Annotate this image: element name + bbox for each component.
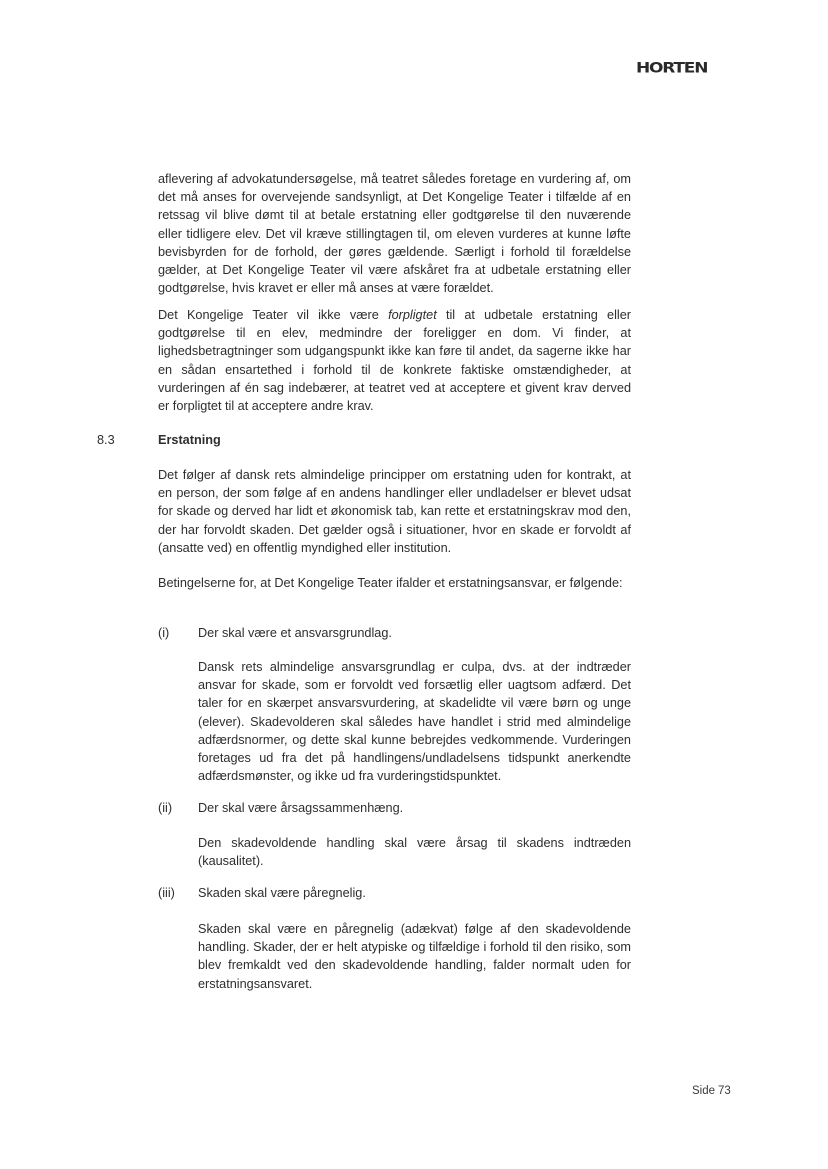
paragraph-2-emphasis: forpligtet <box>388 308 437 322</box>
list-item-number: (ii) <box>158 801 173 815</box>
list-item-label: Der skal være et ansvarsgrundlag. <box>198 626 392 640</box>
list-item-number: (iii) <box>158 886 175 900</box>
list-item-text: Dansk rets almindelige ansvarsgrundlag er culpa, dvs. at der indtræder ansvar for skade, som er forvoldt ved forsætlig eller uagtsom adfærd. Det taler for en skærpet ansvarsvurdering, at skadelidte vil være børn og unge (elever). Skadevolderen skal således have handlet i strid med almindelige adfærdsnormer, og dette skal kunne bebrejdes vedkommende. Vurderingen foretages ud fra det på handlingens/undladelsens tidspunkt anerkendte adfærdsmønster, og ikke ud fra vurderingstidspunktet. <box>198 660 631 784</box>
page-number: 73 <box>718 1085 731 1097</box>
section-number: 8.3 <box>97 433 115 447</box>
list-item-text: Skaden skal være en påregnelig (adækvat) følge af den skadevoldende handling. Skader, der er helt atypiske og tilfældige i forhold til den risiko, som blev fremkaldt ved den skadevoldende handling, falder normalt uden for erstatningsansvaret. <box>198 922 631 991</box>
paragraph-2-end: til at udbetale erstatning eller godtgørelse til en elev, medmindre der foreligger en dom. Vi finder, at lighedsbetragtninger som udgangspunkt ikke kan føre til andet, da sagerne ikke har en sådan ensartethed i forhold til de konkrete faktiske omstændigheder, at vurderingen af én sag indebærer, at teatret ved at acceptere et givent krav derved er forpligtet til at acceptere andre krav. <box>158 308 632 414</box>
horten-logo: HORTEN <box>636 60 708 77</box>
paragraph-3: Det følger af dansk rets almindelige principper om erstatning uden for kontrakt, at en person, der som følge af en andens handlinger eller undladelser er blevet udsat for skade og derved har lidt et økonomisk tab, kan rette et erstatningskrav mod den, der har forvoldt skaden. Det gælder også i situationer, hvor en skade er forvoldt af (ansatte ved) en offentlig myndighed eller institution. <box>158 468 631 555</box>
page-label: Side <box>692 1085 716 1097</box>
section-title: Erstatning <box>158 433 221 447</box>
list-item-number: (i) <box>158 626 170 640</box>
paragraph-2 <box>158 306 631 415</box>
paragraph-2-start: Det Kongelige Teater vil ikke være <box>158 308 389 322</box>
list-item-text: Den skadevoldende handling skal være årsag til skadens indtræden (kausalitet). <box>198 836 631 869</box>
list-item-label: Der skal være årsagssammenhæng. <box>198 801 404 815</box>
paragraph-1: aflevering af advokatundersøgelse, må teatret således foretage en vurdering af, om det må anses for overvejende sandsynligt, at Det Kongelige Teater i tilfælde af en retssag vil blive dømt til at betale erstatning eller godtgørelse til den nuværende eller tidligere elev. Det vil kræve stillingtagen til, om eleven vurderes at kunne løfte bevisbyrden for de forhold, der gøres gældende. Særligt i forhold til forældelse gælder, at Det Kongelige Teater vil være afskåret fra at udbetale erstatning eller godtgørelse, hvis kravet er eller må anses at være forældet. <box>158 172 631 296</box>
list-item-label: Skaden skal være påregnelig. <box>198 886 366 900</box>
page-footer <box>692 1085 731 1097</box>
paragraph-4: Betingelserne for, at Det Kongelige Teater ifalder et erstatningsansvar, er følgende: <box>158 576 623 590</box>
